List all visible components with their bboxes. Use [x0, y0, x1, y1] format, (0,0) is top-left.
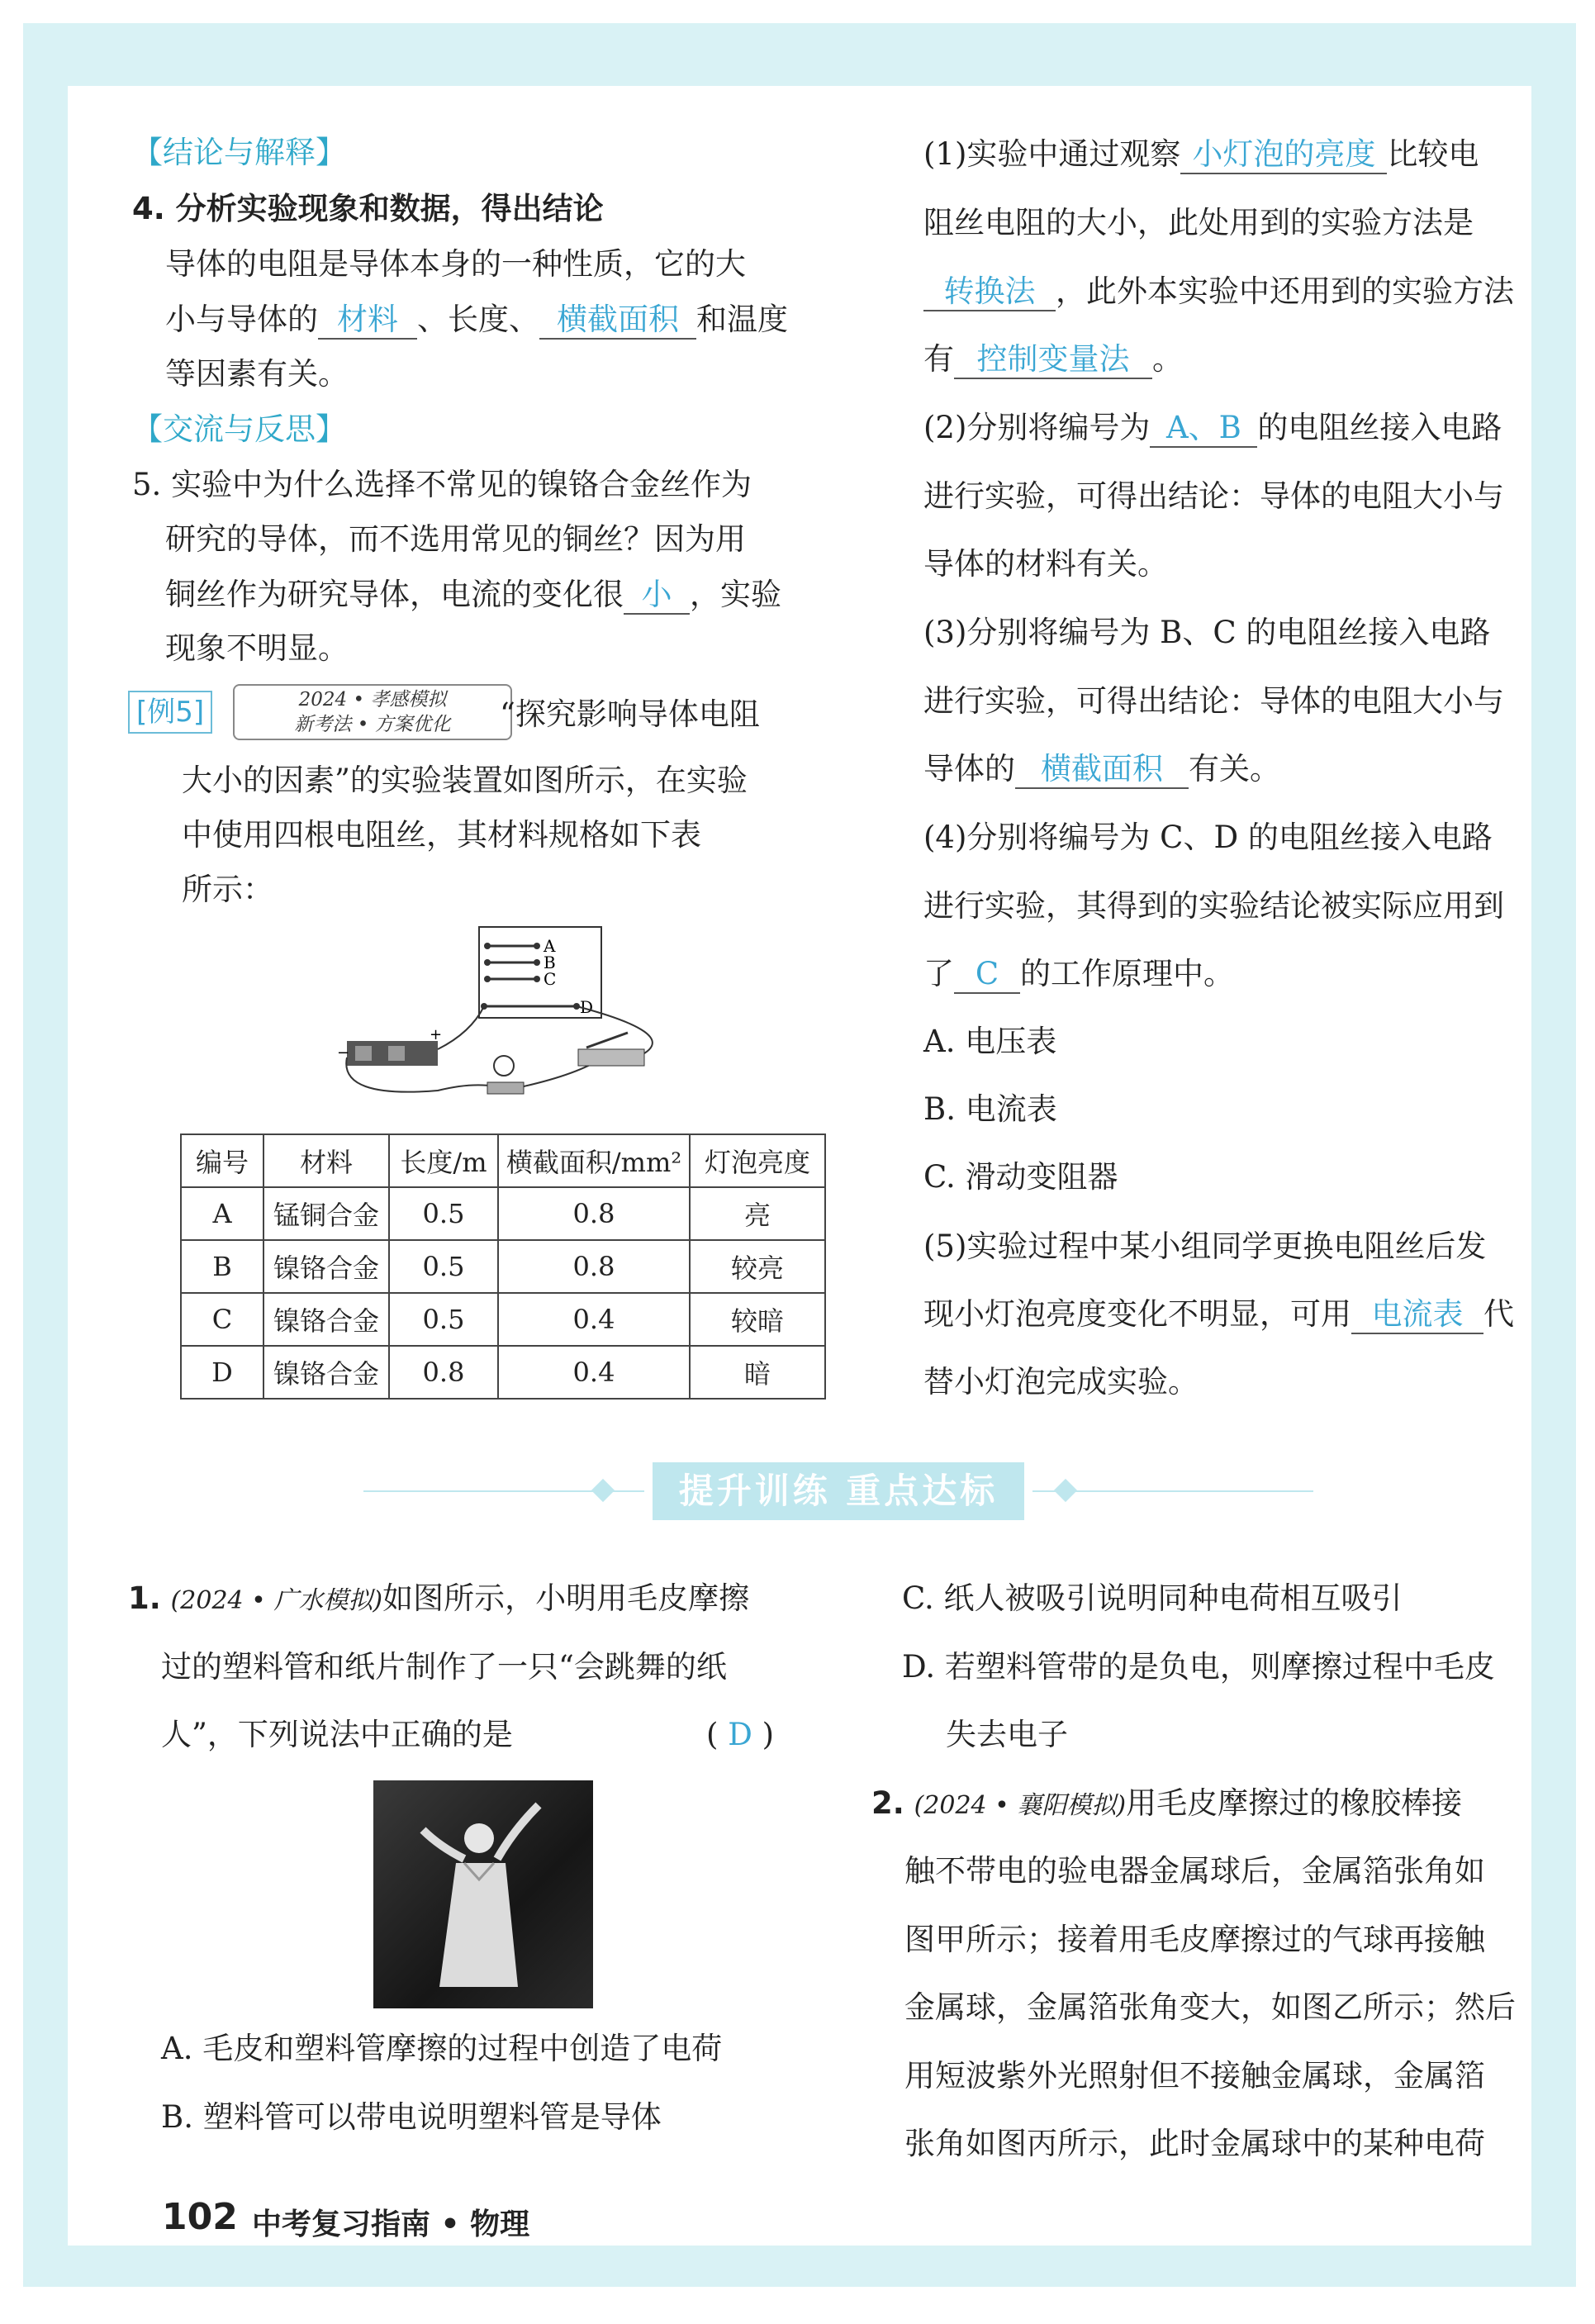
part-1-answer-1: 小灯泡的亮度	[1180, 136, 1387, 174]
q2-line-3: 图甲所示；接着用毛皮摩擦过的气球再接触	[904, 1922, 1485, 1957]
table-cell: 镍铬合金	[263, 1346, 389, 1399]
part-3-line-2: 进行实验，可得出结论：导体的电阻大小与	[923, 683, 1504, 719]
part-1-line-4	[923, 339, 1183, 380]
q4-answer-1: 材料	[318, 302, 417, 340]
label-c: C	[544, 969, 557, 989]
q1-text: 如图所示，小明用毛皮摩擦	[382, 1580, 750, 1616]
page-border-right	[1531, 23, 1576, 2287]
table-cell: 0.8	[498, 1240, 690, 1293]
q4-text: 和温度	[696, 302, 788, 337]
option-a: A. 电压表	[923, 1024, 1057, 1059]
option-b: B. 电流表	[923, 1091, 1057, 1127]
table-cell: 0.4	[498, 1346, 690, 1399]
label-a: A	[544, 936, 556, 956]
section-heading-reflect: 【交流与反思】	[132, 411, 346, 447]
section-banner: 提升训练 重点达标	[653, 1462, 1024, 1520]
label-d: D	[580, 997, 594, 1017]
part-4-line-2: 进行实验，其得到的实验结论被实际应用到	[923, 888, 1504, 924]
table-cell: 0.4	[498, 1293, 690, 1346]
label-b: B	[544, 953, 556, 972]
part-1-text: ，此外本实验中还用到的实验方法	[1056, 273, 1514, 309]
part-4-answer: C	[954, 956, 1020, 994]
example-5-line-1: “探究影响导体电阻	[500, 696, 760, 732]
q2-text: 用毛皮摩擦过的橡胶棒接	[1126, 1785, 1463, 1821]
part-1-answer-2: 转换法	[923, 273, 1056, 311]
q2-number: 2.	[871, 1785, 904, 1821]
table-row	[181, 1187, 825, 1240]
q1-answer-bracket	[706, 1714, 774, 1756]
source-line: 新考法 • 方案优化	[294, 714, 451, 735]
question-4-title: 4. 分析实验现象和数据，得出结论	[132, 191, 604, 226]
q2-line-5: 用短波紫外光照射但不接触金属球，金属箔	[904, 2058, 1485, 2094]
part-1-text: (1)实验中通过观察	[923, 136, 1181, 172]
q4-line-3: 等因素有关。	[165, 356, 349, 392]
page-border-bottom	[23, 2246, 1576, 2287]
table-header: 长度/m	[389, 1134, 498, 1187]
q2-line-1	[871, 1783, 1462, 1827]
table-cell: 较亮	[690, 1240, 825, 1293]
switch	[578, 1049, 644, 1066]
part-5-answer: 电流表	[1351, 1296, 1483, 1334]
book-title: 中考复习指南 • 物理	[252, 2208, 530, 2241]
part-1-line-1	[923, 134, 1479, 175]
banner-line-right	[1032, 1490, 1313, 1492]
q2-line-6: 张角如图丙所示，此时金属球中的某种电荷	[904, 2126, 1485, 2161]
page-border-left	[23, 23, 68, 2287]
part-5-text: 代	[1483, 1296, 1514, 1332]
table-cell: 镍铬合金	[263, 1240, 389, 1293]
table-cell: 0.8	[498, 1187, 690, 1240]
part-4-line-3	[923, 953, 1234, 995]
q5-answer: 小	[624, 577, 690, 615]
svg-text:+: +	[430, 1026, 443, 1043]
table-cell: 0.5	[389, 1293, 498, 1346]
q5-line-1: 5. 实验中为什么选择不常见的镍铬合金丝作为	[132, 467, 752, 502]
q1-option-d-line-2: 失去电子	[946, 1717, 1068, 1752]
table-cell: 镍铬合金	[263, 1293, 389, 1346]
svg-text:−: −	[337, 1044, 350, 1062]
section-heading-conclusion: 【结论与解释】	[132, 135, 346, 170]
table-header: 横截面积/mm²	[498, 1134, 690, 1187]
example-5-source	[233, 684, 512, 740]
part-1-text: 有	[923, 341, 954, 377]
resistance-spec-table	[180, 1133, 826, 1400]
table-row	[181, 1240, 825, 1293]
table-row	[181, 1346, 825, 1399]
table-cell: 0.5	[389, 1187, 498, 1240]
q5-text: 铜丝作为研究导体，电流的变化很	[165, 577, 624, 612]
q2-line-2: 触不带电的验电器金属球后，金属箔张角如	[904, 1853, 1485, 1889]
part-2-answer: A、B	[1150, 410, 1257, 448]
page-number: 102	[162, 2196, 238, 2238]
table-cell: 较暗	[690, 1293, 825, 1346]
q1-option-c: C. 纸人被吸引说明同种电荷相互吸引	[902, 1580, 1403, 1616]
table-cell: D	[181, 1346, 263, 1399]
example-5-line-4: 所示：	[182, 872, 273, 907]
part-1-text: 。	[1152, 341, 1183, 377]
q2-line-4: 金属球，金属箔张角变大，如图乙所示；然后	[904, 1989, 1516, 2025]
part-5-line-1: (5)实验过程中某小组同学更换电阻丝后发	[923, 1229, 1487, 1264]
table-cell: 锰铜合金	[263, 1187, 389, 1240]
q1-line-1	[128, 1578, 749, 1622]
example-5-line-2: 大小的因素”的实验装置如图所示，在实验	[182, 763, 748, 798]
q1-answer: D	[728, 1717, 752, 1752]
part-1-text: 比较电	[1387, 136, 1479, 172]
q4-text: 小与导体的	[165, 302, 318, 337]
q1-option-d-line-1: D. 若塑料管带的是负电，则摩擦过程中毛皮	[902, 1649, 1495, 1685]
table-cell: B	[181, 1240, 263, 1293]
part-3-answer: 横截面积	[1015, 751, 1189, 789]
part-5-text: 现小灯泡亮度变化不明显，可用	[923, 1296, 1351, 1332]
q1-option-b: B. 塑料管可以带电说明塑料管是导体	[161, 2099, 662, 2135]
part-4-text: 的工作原理中。	[1020, 956, 1234, 991]
circuit-diagram	[330, 917, 677, 1107]
part-3-text: 导体的	[923, 751, 1015, 787]
table-cell: C	[181, 1293, 263, 1346]
part-2-text: 的电阻丝接入电路	[1257, 410, 1502, 445]
q5-line-3	[165, 574, 781, 615]
q4-line-1: 导体的电阻是导体本身的一种性质，它的大	[165, 246, 746, 282]
part-1-line-3	[923, 271, 1514, 312]
part-4-text: 了	[923, 956, 954, 991]
dancing-paper-figure-photo	[373, 1780, 593, 2008]
part-5-line-2	[923, 1294, 1514, 1335]
bracket: (	[706, 1717, 719, 1752]
table-cell: A	[181, 1187, 263, 1240]
table-cell: 0.8	[389, 1346, 498, 1399]
example-5-tag: [例5]	[128, 691, 212, 734]
option-c: C. 滑动变阻器	[923, 1159, 1118, 1195]
table-header: 灯泡亮度	[690, 1134, 825, 1187]
table-cell: 亮	[690, 1187, 825, 1240]
paper-figure-icon	[373, 1780, 593, 2008]
q1-source: (2024 • 广水模拟)	[170, 1586, 383, 1615]
part-2-text: (2)分别将编号为	[923, 410, 1151, 445]
part-3-line-1: (3)分别将编号为 B、C 的电阻丝接入电路	[923, 615, 1491, 650]
q1-line-2: 过的塑料管和纸片制作了一只“会跳舞的纸	[161, 1649, 727, 1685]
page-border-top	[23, 23, 1576, 86]
q1-number: 1.	[128, 1580, 161, 1616]
table-cell: 0.5	[389, 1240, 498, 1293]
q4-answer-2: 横截面积	[539, 302, 696, 340]
part-3-line-3	[923, 749, 1280, 790]
bracket: )	[762, 1717, 775, 1752]
example-5-line-3: 中使用四根电阻丝，其材料规格如下表	[182, 817, 701, 853]
q2-source: (2024 • 襄阳模拟)	[914, 1791, 1127, 1820]
q4-line-2	[165, 299, 788, 340]
table-row	[181, 1293, 825, 1346]
q5-text: ，实验	[690, 577, 781, 612]
part-2-line-2: 进行实验，可得出结论：导体的电阻大小与	[923, 478, 1504, 514]
part-1-line-2: 阻丝电阻的大小，此处用到的实验方法是	[923, 205, 1474, 240]
table-header: 编号	[181, 1134, 263, 1187]
q4-text: 、长度、	[417, 302, 539, 337]
part-4-line-1: (4)分别将编号为 C、D 的电阻丝接入电路	[923, 820, 1493, 855]
part-2-line-1	[923, 407, 1502, 449]
source-line: 2024 • 孝感模拟	[298, 689, 447, 711]
q5-line-4: 现象不明显。	[165, 630, 349, 666]
part-3-text: 有关。	[1189, 751, 1280, 787]
table-cell: 暗	[690, 1346, 825, 1399]
part-1-answer-3: 控制变量法	[954, 341, 1152, 379]
bulb	[494, 1056, 514, 1076]
part-5-line-3: 替小灯泡完成实验。	[923, 1364, 1199, 1400]
q1-line-3: 人”，下列说法中正确的是	[161, 1717, 513, 1752]
part-2-line-3: 导体的材料有关。	[923, 546, 1168, 582]
q5-line-2: 研究的导体，而不选用常见的铜丝？因为用	[165, 521, 746, 557]
table-header-row	[181, 1134, 825, 1187]
q1-option-a: A. 毛皮和塑料管摩擦的过程中创造了电荷	[161, 2031, 723, 2066]
table-header: 材料	[263, 1134, 389, 1187]
